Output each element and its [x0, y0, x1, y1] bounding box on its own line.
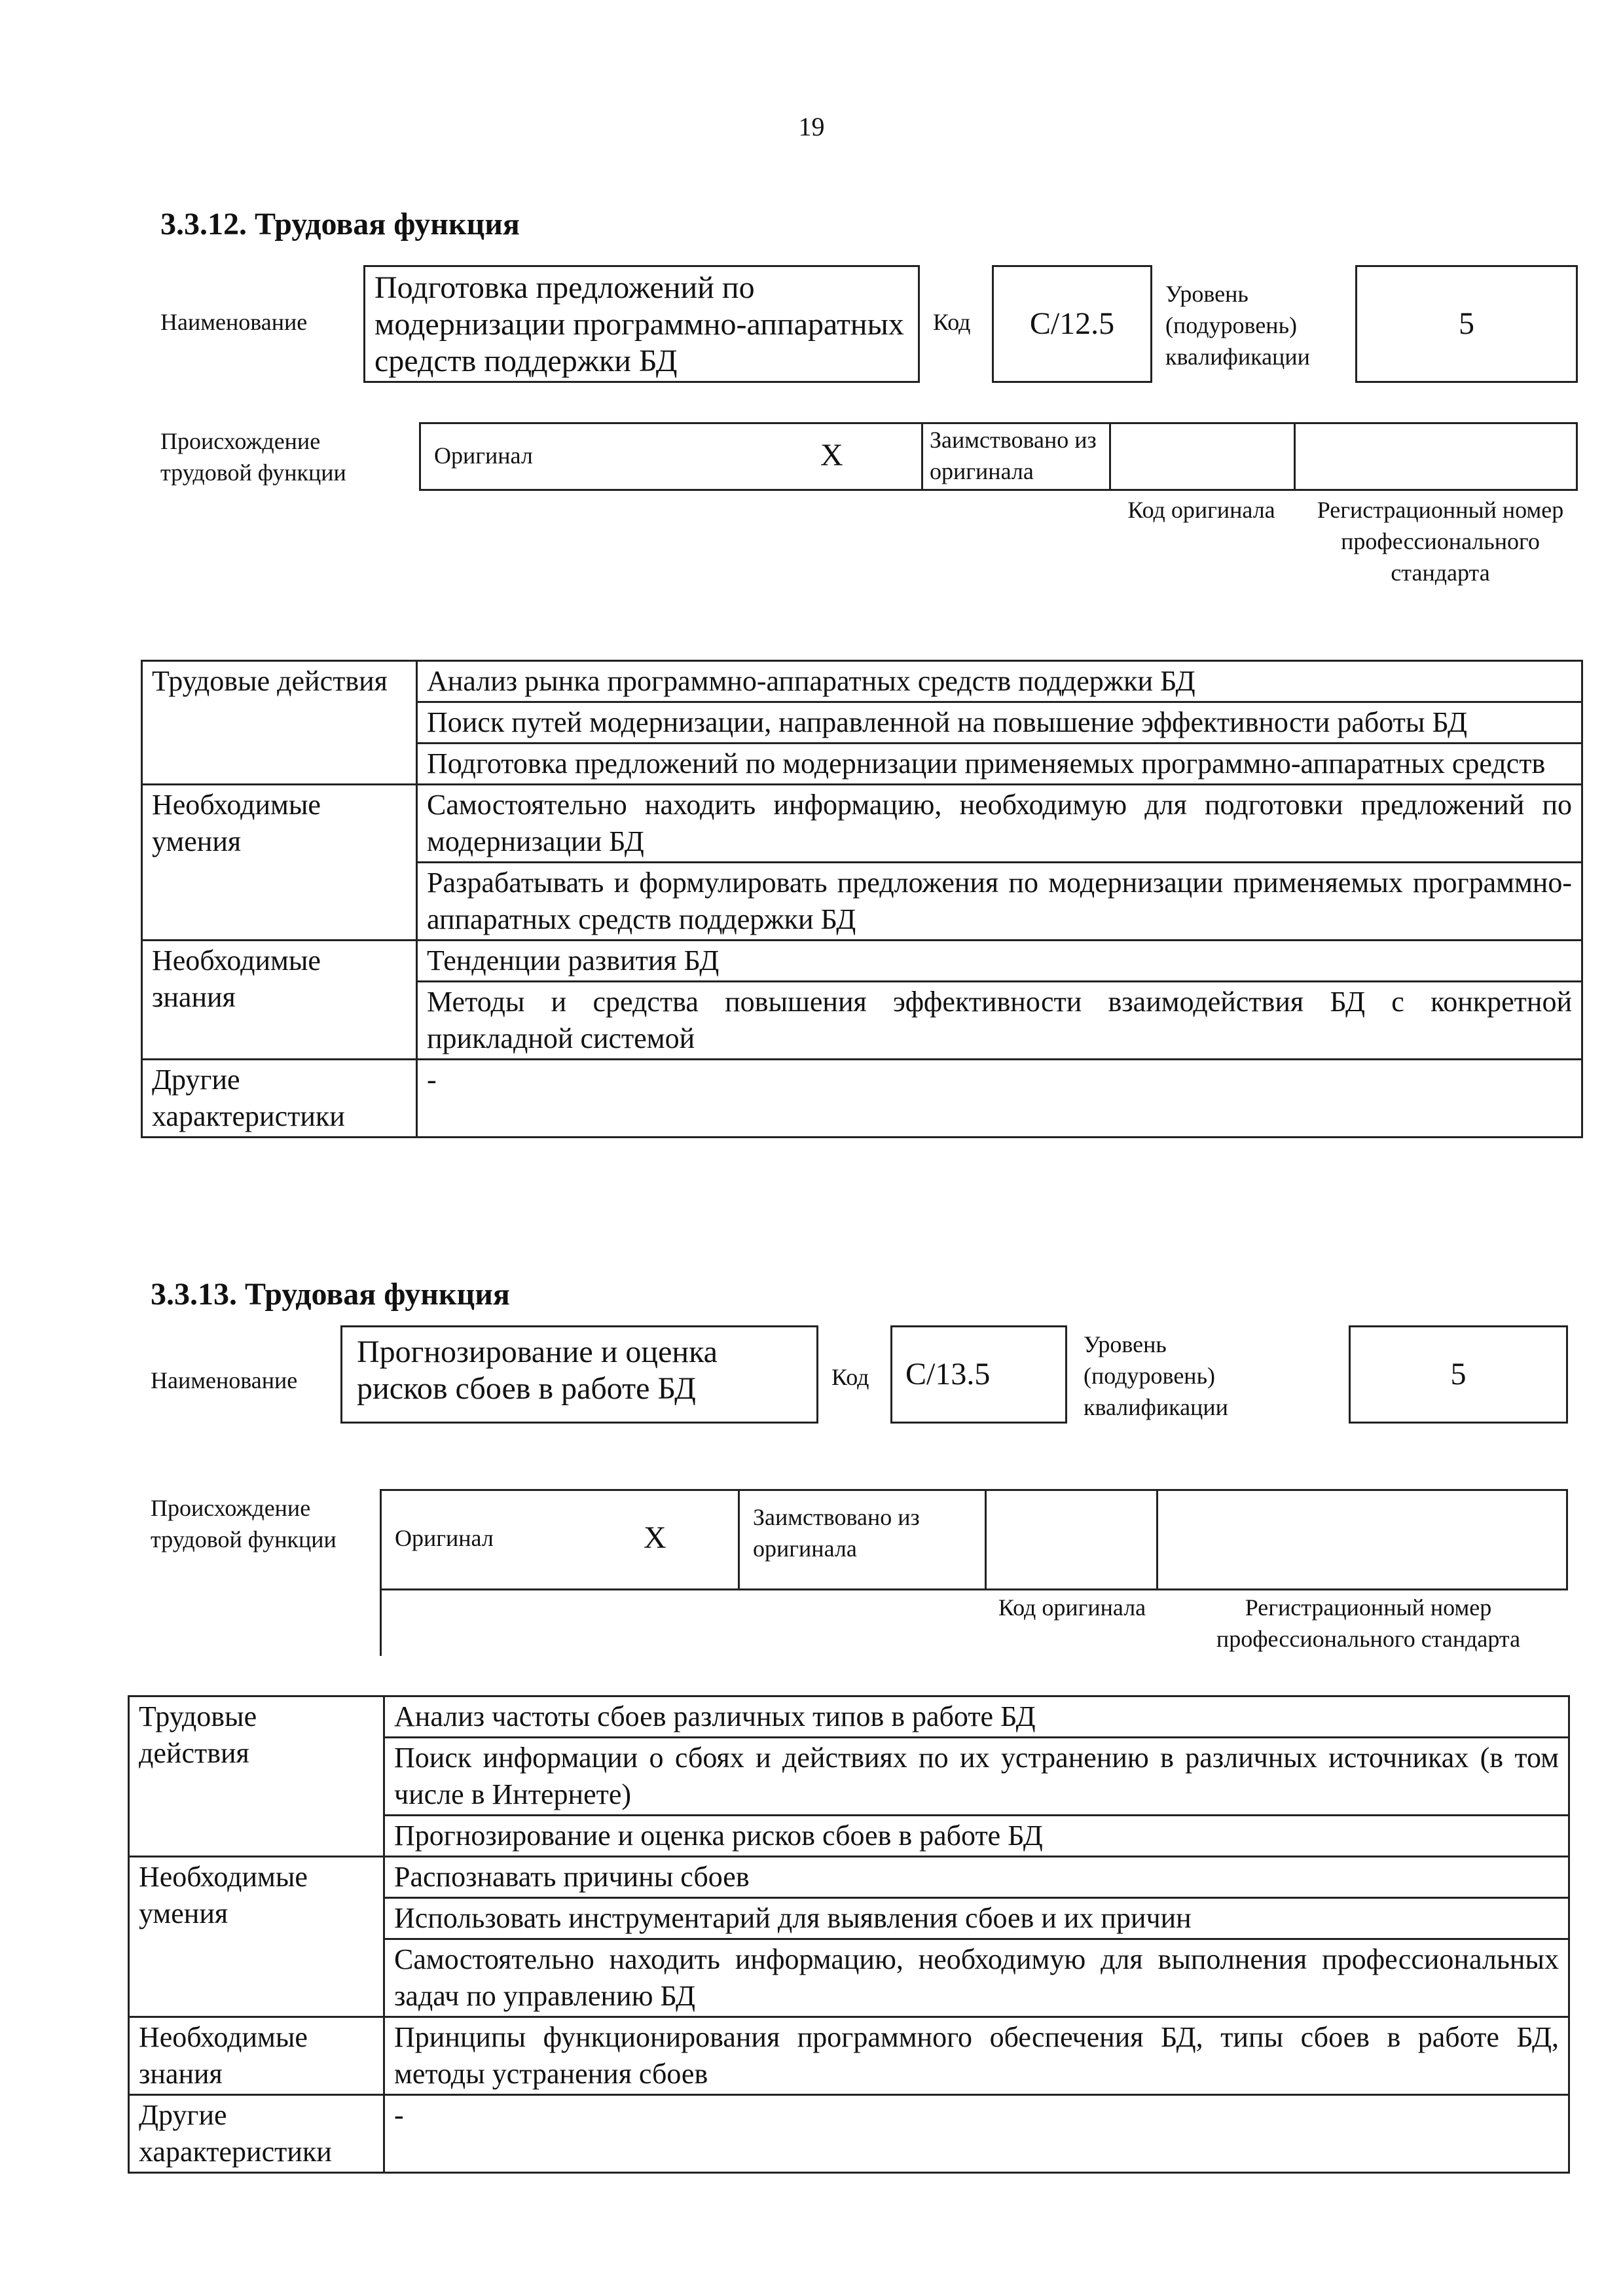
row-item: - [384, 2095, 1569, 2173]
name-label: Наименование [160, 309, 308, 335]
code-label: Код [831, 1364, 869, 1390]
orig-code-label: Код оригинала [998, 1594, 1146, 1621]
row-category: Трудовые действия [129, 1696, 384, 1857]
row-item: Тенденции развития БД [417, 941, 1582, 982]
borrowed-cell [921, 422, 1111, 491]
row-item: Поиск информации о сбоях и действиях по их устранению в различных источниках (в том числе в Интернете) [384, 1738, 1569, 1816]
function-name: Подготовка предложений по модернизации программно-аппаратных средств поддержки БД [374, 270, 904, 378]
row-category: Необходимые знания [142, 941, 417, 1060]
row-category: Необходимые умения [129, 1857, 384, 2017]
section-heading: 3.3.12. Трудовая функция [160, 207, 520, 242]
table-row [129, 2017, 1569, 2095]
row-category: Другие характеристики [142, 1060, 417, 1138]
orig-code-cell [985, 1489, 1158, 1590]
row-item: Самостоятельно находить информацию, необходимую для выполнения профессиональных задач по управлению БД [384, 1939, 1569, 2017]
section-table [128, 1695, 1570, 2174]
code-value: C/12.5 [1029, 306, 1115, 341]
reg-number-cell [1294, 422, 1578, 491]
level-box [1349, 1325, 1568, 1424]
orig-code-cell [1109, 422, 1296, 491]
function-name-box [340, 1325, 818, 1424]
divider [380, 1590, 382, 1656]
borrowed-label: Заимствовано из оригинала [930, 427, 1097, 484]
table-row [129, 2095, 1569, 2173]
section-heading: 3.3.13. Трудовая функция [151, 1277, 510, 1312]
row-category: Необходимые знания [129, 2017, 384, 2095]
code-value: C/13.5 [905, 1357, 991, 1391]
row-item: Принципы функционирования программного обеспечения БД, типы сбоев в работе БД, методы устранения сбоев [384, 2017, 1569, 2095]
level-value: 5 [1450, 1357, 1467, 1391]
level-label: Уровень (подуровень) квалификации [1084, 1331, 1228, 1420]
row-category: Трудовые действия [142, 661, 417, 785]
row-item: Распознавать причины сбоев [384, 1857, 1569, 1898]
code-box [890, 1325, 1067, 1424]
page-number: 19 [798, 112, 825, 141]
original-label: Оригинал [395, 1525, 494, 1551]
original-label: Оригинал [434, 442, 533, 469]
row-item: Самостоятельно находить информацию, необходимую для подготовки предложений по модернизации БД [417, 785, 1582, 863]
row-item: Анализ рынка программно-аппаратных средств поддержки БД [417, 661, 1582, 702]
row-category: Другие характеристики [129, 2095, 384, 2173]
function-name-box [363, 265, 920, 383]
row-item: - [417, 1060, 1582, 1138]
reg-number-label: Регистрационный номер профессионального стандарта [1216, 1594, 1521, 1652]
table-row [129, 1696, 1569, 1738]
reg-number-label: Регистрационный номер профессионального стандарта [1317, 497, 1564, 586]
original-cell [419, 422, 923, 491]
row-item: Анализ частоты сбоев различных типов в работе БД [384, 1696, 1569, 1738]
level-value: 5 [1459, 306, 1474, 341]
table-row [142, 785, 1582, 863]
row-item: Методы и средства повышения эффективности взаимодействия БД с конкретной прикладной системой [417, 982, 1582, 1060]
table-row [142, 941, 1582, 982]
original-mark: X [644, 1520, 666, 1555]
orig-code-label: Код оригинала [1127, 497, 1275, 523]
origin-label: Происхождение трудовой функции [151, 1495, 337, 1552]
function-name: Прогнозирование и оценка рисков сбоев в работе БД [357, 1335, 718, 1406]
row-item: Поиск путей модернизации, направленной на повышение эффективности работы БД [417, 702, 1582, 744]
original-mark: X [820, 438, 843, 473]
level-box [1355, 265, 1578, 383]
table-row [142, 661, 1582, 702]
row-category: Необходимые умения [142, 785, 417, 941]
origin-label: Происхождение трудовой функции [160, 428, 346, 486]
borrowed-cell [738, 1489, 987, 1590]
row-item: Использовать инструментарий для выявления сбоев и их причин [384, 1898, 1569, 1939]
row-item: Подготовка предложений по модернизации применяемых программно-аппаратных средств [417, 744, 1582, 785]
code-label: Код [933, 309, 971, 335]
row-item: Разрабатывать и формулировать предложения по модернизации применяемых программно-аппаратных средств поддержки БД [417, 863, 1582, 941]
original-cell [380, 1489, 740, 1590]
level-label: Уровень (подуровень) квалификации [1165, 281, 1310, 370]
code-box [992, 265, 1152, 383]
row-item: Прогнозирование и оценка рисков сбоев в работе БД [384, 1816, 1569, 1857]
table-row [129, 1857, 1569, 1898]
table-row [142, 1060, 1582, 1138]
reg-number-cell [1156, 1489, 1568, 1590]
section-table [141, 660, 1583, 1138]
name-label: Наименование [151, 1367, 298, 1393]
borrowed-label: Заимствовано из оригинала [753, 1504, 920, 1562]
